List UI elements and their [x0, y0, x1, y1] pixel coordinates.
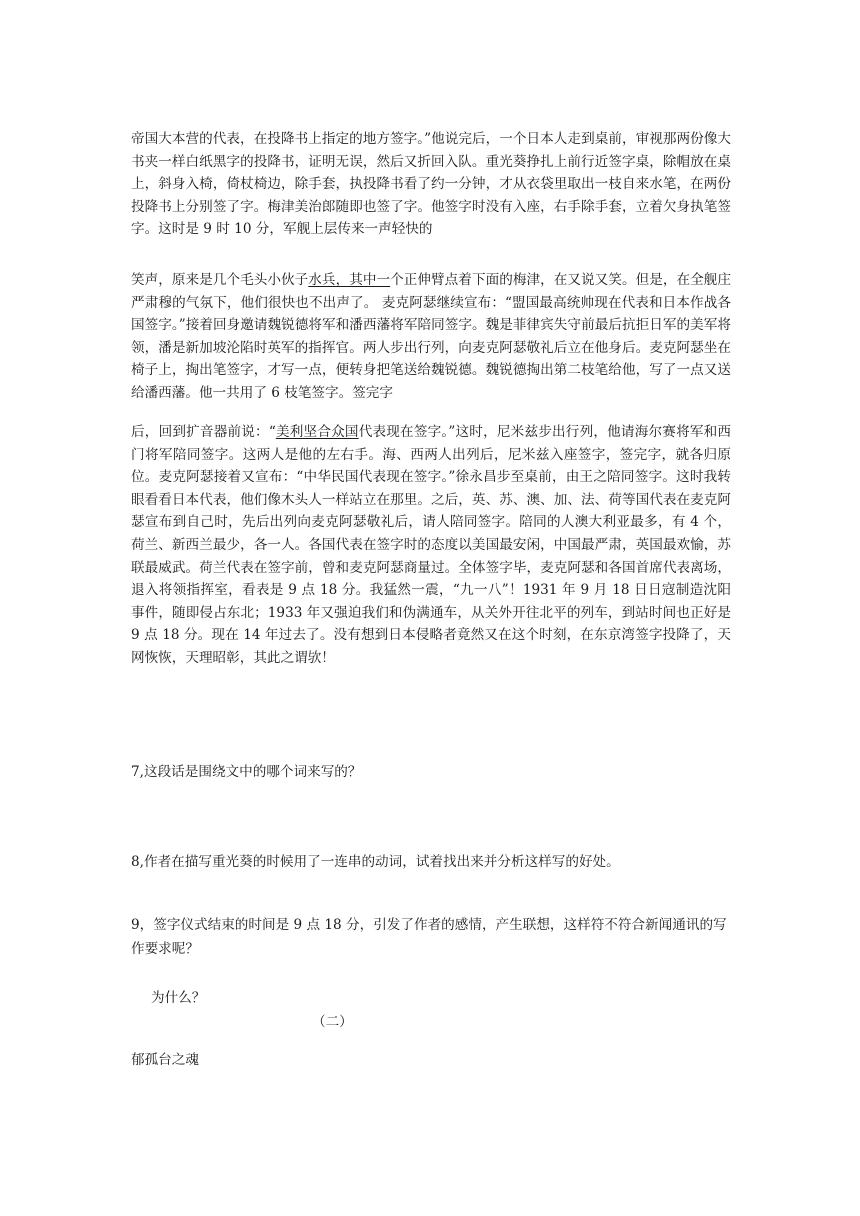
underlined-phrase-sailors: 水兵，其中一: [308, 272, 391, 288]
paragraph-1: [131, 128, 731, 241]
paragraph-3-text-a: 后，回到扩音器前说：“: [131, 424, 276, 440]
underlined-phrase-usa: 美利坚合众国: [275, 424, 359, 440]
section-subtitle: 郁孤台之魂: [131, 1052, 199, 1068]
paragraph-2-text-a: 笑声，原来是几个毛头小伙子: [131, 272, 309, 288]
paragraph-1-text: 帝国大本营的代表，在投降书上指定的地方签字。”他说完后，一个日本人走到桌前，审视那两份像大书夹一样白纸黑字的投降书，证明无误，然后又折回入队。重光葵挣扎上前行近签字桌，除帽放在桌上，斜身入椅，倚杖椅边，除手套，执投降书看了约一分钟，才从衣袋里取出一枝自来水笔，在两份投降书上分别签了字。梅津美治郎随即也签了字。他签字时没有入座，右手除手套，立着欠身执笔签字。这时是 9 时 10 分，军舰上层传来一声轻快的: [131, 131, 731, 238]
paragraph-2: [131, 269, 731, 405]
paragraph-3: [131, 421, 731, 670]
paragraph-3-text-b: 代表现在签字。”这时，尼米兹步出行列，他请海尔赛将军和西门将军陪同签字。这两人是他的左右手。海、西两人出列后，尼米兹入座签字，签完字，就各归原位。麦克阿瑟接着又宣布：“中华民国代表现在签字。”徐永昌步至桌前，由王之陪同签字。这时我转眼看看日本代表，他们像木头人一样站立在那里。之后，英、苏、澳、加、法、荷等国代表在麦克阿瑟宣布到自己时，先后出列向麦克阿瑟敬礼后，请人陪同签字。陪同的人澳大利亚最多，有 4 个，荷兰、新西兰最少，各一人。各国代表在签字时的态度以美国最安闲，中国最严肃，英国最欢愉，苏联最威武。荷兰代表在签字前，曾和麦克阿瑟商量过。全体签字毕，麦克阿瑟和各国首席代表离场，退入将领指挥室，看表是 9 点 18 分。我猛然一震，“九一八”！1931 年 9 月 18 日日寇制造沈阳事件，随即侵占东北；1933 年又强迫我们和伪满通车，从关外开往北平的列车，到站时间也正好是 9 点 18 分。现在 14 年过去了。没有想到日本侵略者竟然又在这个时刻，在东京湾签字投降了，天网恢恢，天理昭彰，其此之谓欤！: [131, 424, 732, 666]
paragraph-2-text-b: 个正伸臂点着下面的梅津，在又说又笑。但是，在全舰庄严肃穆的气氛下，他们很快也不出声了。 麦克阿瑟继续宣布：“盟国最高统帅现在代表和日本作战各国签字。”接着回身邀请魏锐德将军和潘西藩将军陪同签字。魏是菲律宾失守前最后抗拒日军的美军将领，潘是新加坡沦陷时英军的指挥官。两人步出行列，向麦克阿瑟敬礼后立在他身后。麦克阿瑟坐在椅子上，掏出笔签字，才写一点，便转身把笔送给魏锐德。魏锐德掏出第二枝笔给他，写了一点又送给潘西藩。他一共用了 6 枝笔签字。签完字: [131, 272, 732, 401]
question-8: 8,作者在描写重光葵的时候用了一连串的动词，试着找出来并分析这样写的好处。: [131, 854, 620, 870]
question-9-why: 为什么？: [151, 990, 206, 1006]
question-9: 9，签字仪式结束的时间是 9 点 18 分，引发了作者的感情，产生联想，这样符不符合新闻通讯的写作要求呢？: [131, 917, 727, 957]
section-number: （二）: [312, 1014, 353, 1030]
question-7: 7,这段话是围绕文中的哪个词来写的？: [131, 764, 362, 780]
